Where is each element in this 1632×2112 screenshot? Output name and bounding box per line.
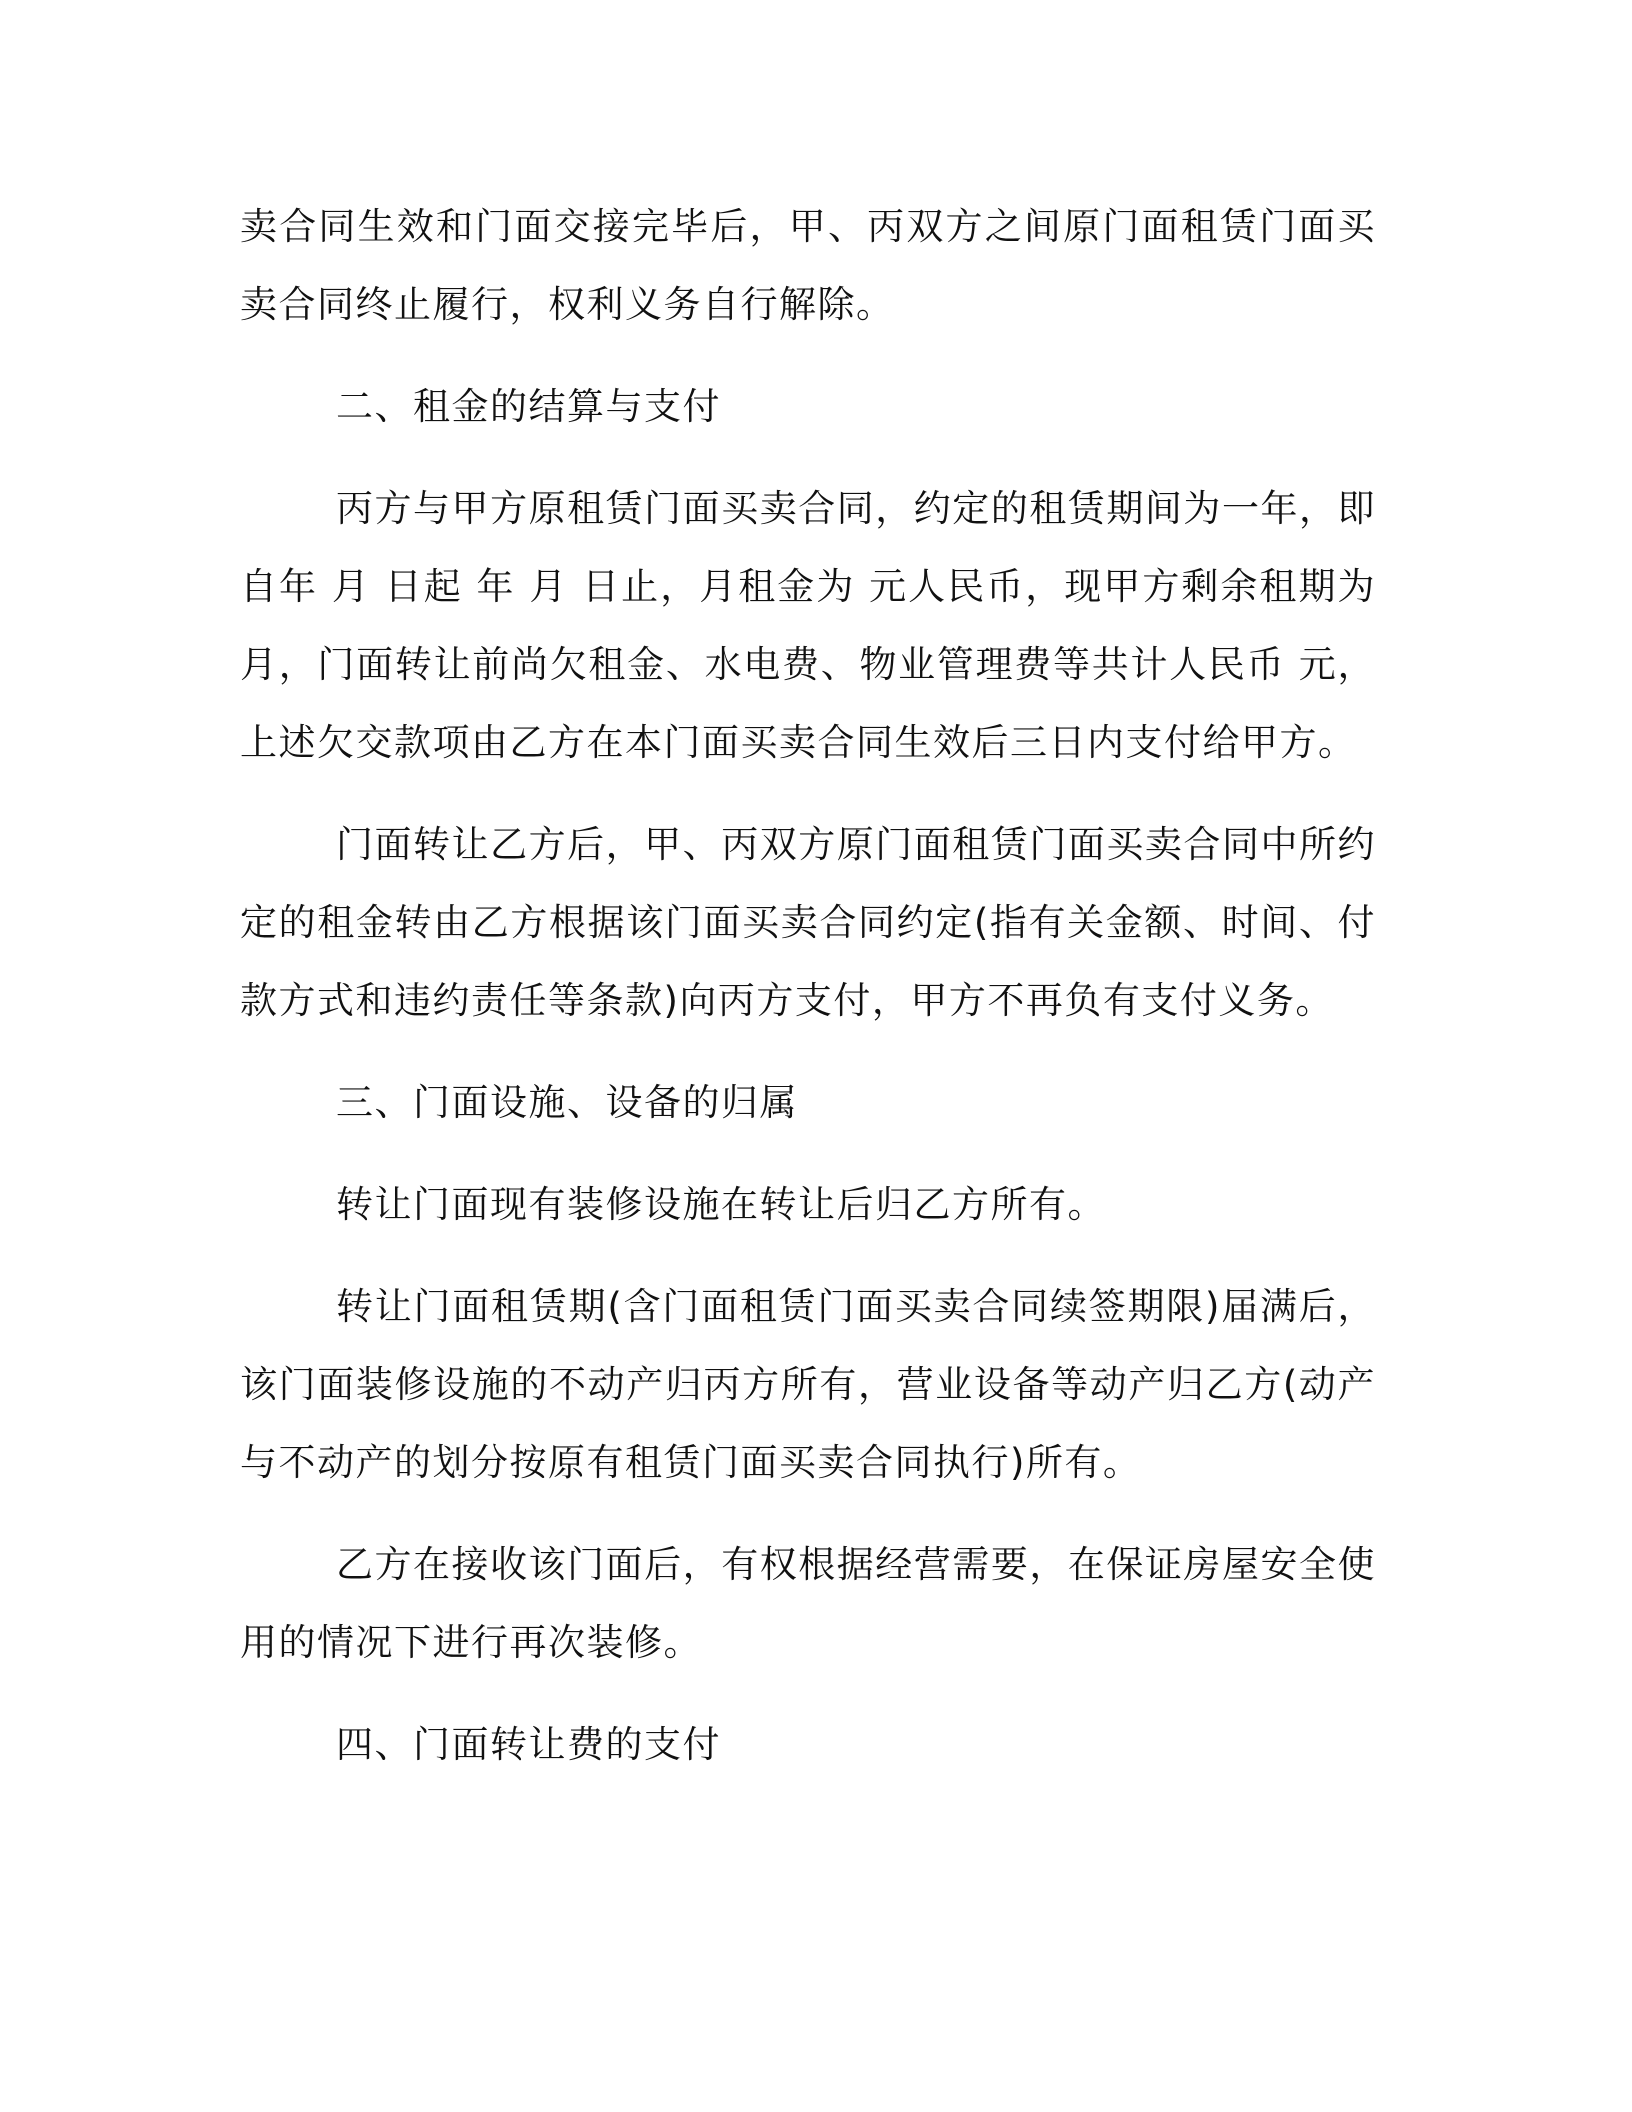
section-heading-transfer-fee: 四、门面转让费的支付 <box>336 1723 721 1766</box>
paragraph-rent-transfer: 门面转让乙方后，甲、丙双方原门面租赁门面买卖合同中所约定的租金转由乙方根据该门面买卖合同约定(指有关金额、时间、付款方式和违约责任等条款)向丙方支付，甲方不再负有支付义务。 <box>240 823 1376 1022</box>
section-heading-rent: 二、租金的结算与支付 <box>336 385 721 428</box>
section-heading-facilities: 三、门面设施、设备的归属 <box>336 1081 798 1124</box>
document-body <box>240 188 1376 1784</box>
paragraph-lease-expiry: 转让门面租赁期(含门面租赁门面买卖合同续签期限)届满后，该门面装修设施的不动产归丙方所有，营业设备等动产归乙方(动产与不动产的划分按原有租赁门面买卖合同执行)所有。 <box>240 1285 1376 1484</box>
paragraph-rent-settlement: 丙方与甲方原租赁门面买卖合同，约定的租赁期间为一年，即自年 月 日起 年 月 日止，月租金为 元人民币，现甲方剩余租期为 月，门面转让前尚欠租金、水电费、物业管理费等共计人民币 元，上述欠交款项由乙方在本门面买卖合同生效后三日内支付给甲方。 <box>240 487 1376 764</box>
paragraph-redecoration: 乙方在接收该门面后，有权根据经营需要，在保证房屋安全使用的情况下进行再次装修。 <box>240 1543 1376 1664</box>
paragraph-continuation: 卖合同生效和门面交接完毕后，甲、丙双方之间原门面租赁门面买卖合同终止履行，权利义务自行解除。 <box>240 205 1376 326</box>
paragraph-decoration-ownership: 转让门面现有装修设施在转让后归乙方所有。 <box>336 1183 1106 1226</box>
